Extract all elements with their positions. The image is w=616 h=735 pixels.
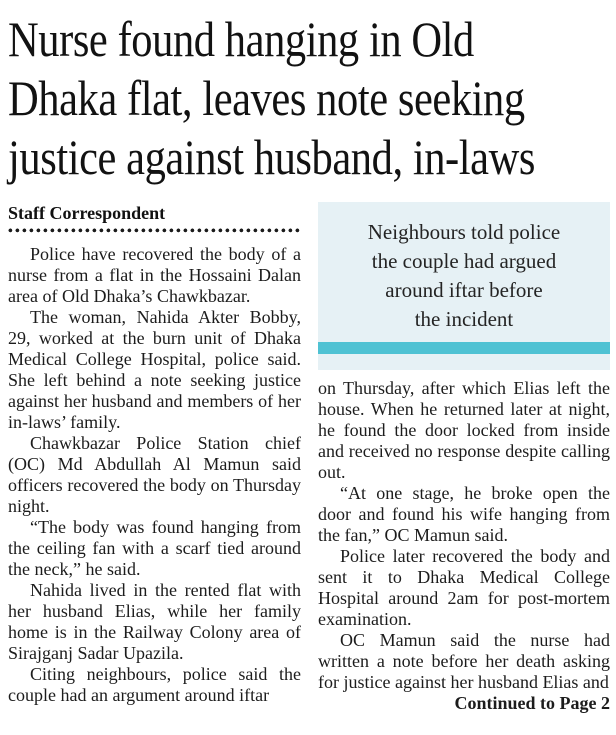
pull-quote-line: the incident — [414, 307, 514, 331]
pull-quote-text — [318, 202, 610, 342]
paragraph-continuation: on Thursday, after which Elias left the house. When he returned later at night, he found the door locked from inside and received no response despite calling out. — [318, 378, 610, 482]
byline-dotted-rule — [8, 228, 301, 233]
pull-quote-footer-strip — [318, 354, 610, 370]
left-column — [8, 202, 301, 714]
left-column-text — [8, 244, 301, 706]
headline-line-2: Dhaka flat, leaves note seeking — [8, 70, 525, 126]
article-columns — [8, 202, 610, 714]
pull-quote-line: around iftar before — [385, 278, 543, 302]
pull-quote-line: Neighbours told police — [367, 220, 561, 244]
headline-line-1: Nurse found hanging in Old — [8, 11, 474, 67]
paragraph: Chawkbazar Police Station chief (OC) Md Abdullah Al Mamun said officers recovered the body on Thursday night. — [8, 433, 301, 516]
right-column — [318, 202, 610, 714]
paragraph: OC Mamun said the nurse had written a note before her death asking for justice against her husband Elias and — [318, 630, 610, 692]
paragraph: Nahida lived in the rented flat with her husband Elias, while her family home is in the Railway Colony area of Sirajganj Sadar Upazila. — [8, 580, 301, 663]
paragraph: Police later recovered the body and sent it to Dhaka Medical College Hospital around 2am for post-mortem examination. — [318, 546, 610, 629]
byline: Staff Correspondent — [8, 203, 166, 223]
paragraph: “The body was found hanging from the ceiling fan with a scarf tied around the neck,” he said. — [8, 517, 301, 579]
paragraph: The woman, Nahida Akter Bobby, 29, worked at the burn unit of Dhaka Medical College Hospital, police said. She left behind a note seeking justice against her husband and members of her in-laws’ family. — [8, 307, 301, 432]
continued-to-page-note: Continued to Page 2 — [454, 693, 610, 713]
paragraph: Citing neighbours, police said the couple had an argument around iftar — [8, 664, 301, 705]
paragraph: Police have recovered the body of a nurse from a flat in the Hossaini Dalan area of Old Dhaka’s Chawkbazar. — [8, 244, 301, 306]
pull-quote-accent-bar — [318, 342, 610, 354]
pull-quote-line: the couple had argued — [371, 249, 557, 273]
pull-quote-box — [318, 202, 610, 370]
headline-line-3: justice against husband, in-laws — [8, 129, 535, 185]
article-headline — [8, 10, 610, 187]
paragraph: “At one stage, he broke open the door and found his wife hanging from the fan,” OC Mamun said. — [318, 483, 610, 545]
